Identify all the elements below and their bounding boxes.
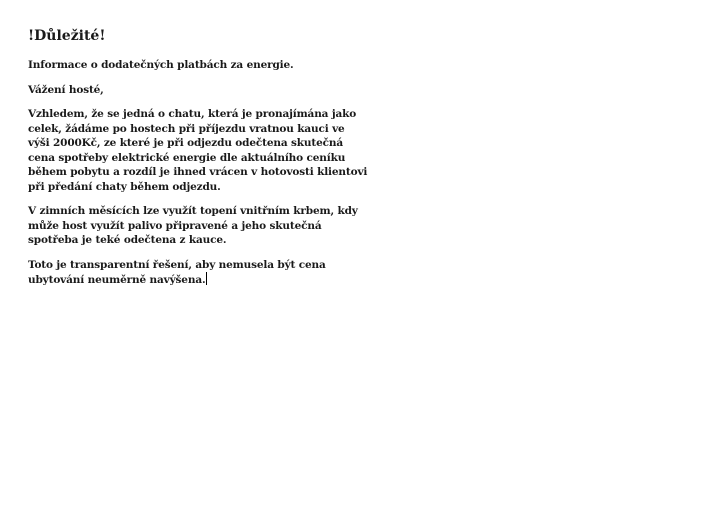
text-cursor [206, 272, 207, 285]
paragraph-greeting: Vážení hosté, [28, 83, 104, 96]
paragraph-heating: V zimních měsících lze využít topení vnitřním krbem, kdy může host využít palivo připravené a jeho skutečná spotřeba je teké odečtena z kauce. [28, 205, 358, 246]
paragraph-subject: Informace o dodatečných platbách za energie. [28, 59, 294, 71]
document-body[interactable] [28, 26, 368, 298]
paragraph-closing [28, 258, 368, 288]
paragraph-deposit: Vzhledem, že se jedná o chatu, která je pronajímána jako celek, žádáme po hostech při příjezdu vratnou kauci ve výši 2000Kč, ze které je při odjezdu odečtena skutečná cena spotřeby elektrické energie dle aktuálního ceníku během pobytu a rozdíl je ihned vrácen v hotovosti klientovi při předání chaty během odjezdu. [28, 108, 368, 193]
document-title: !Důležité! [28, 28, 106, 44]
paragraph-closing-text: Toto je transparentní řešení, aby nemusela být cena ubytování neuměrně navýšena. [28, 258, 326, 286]
